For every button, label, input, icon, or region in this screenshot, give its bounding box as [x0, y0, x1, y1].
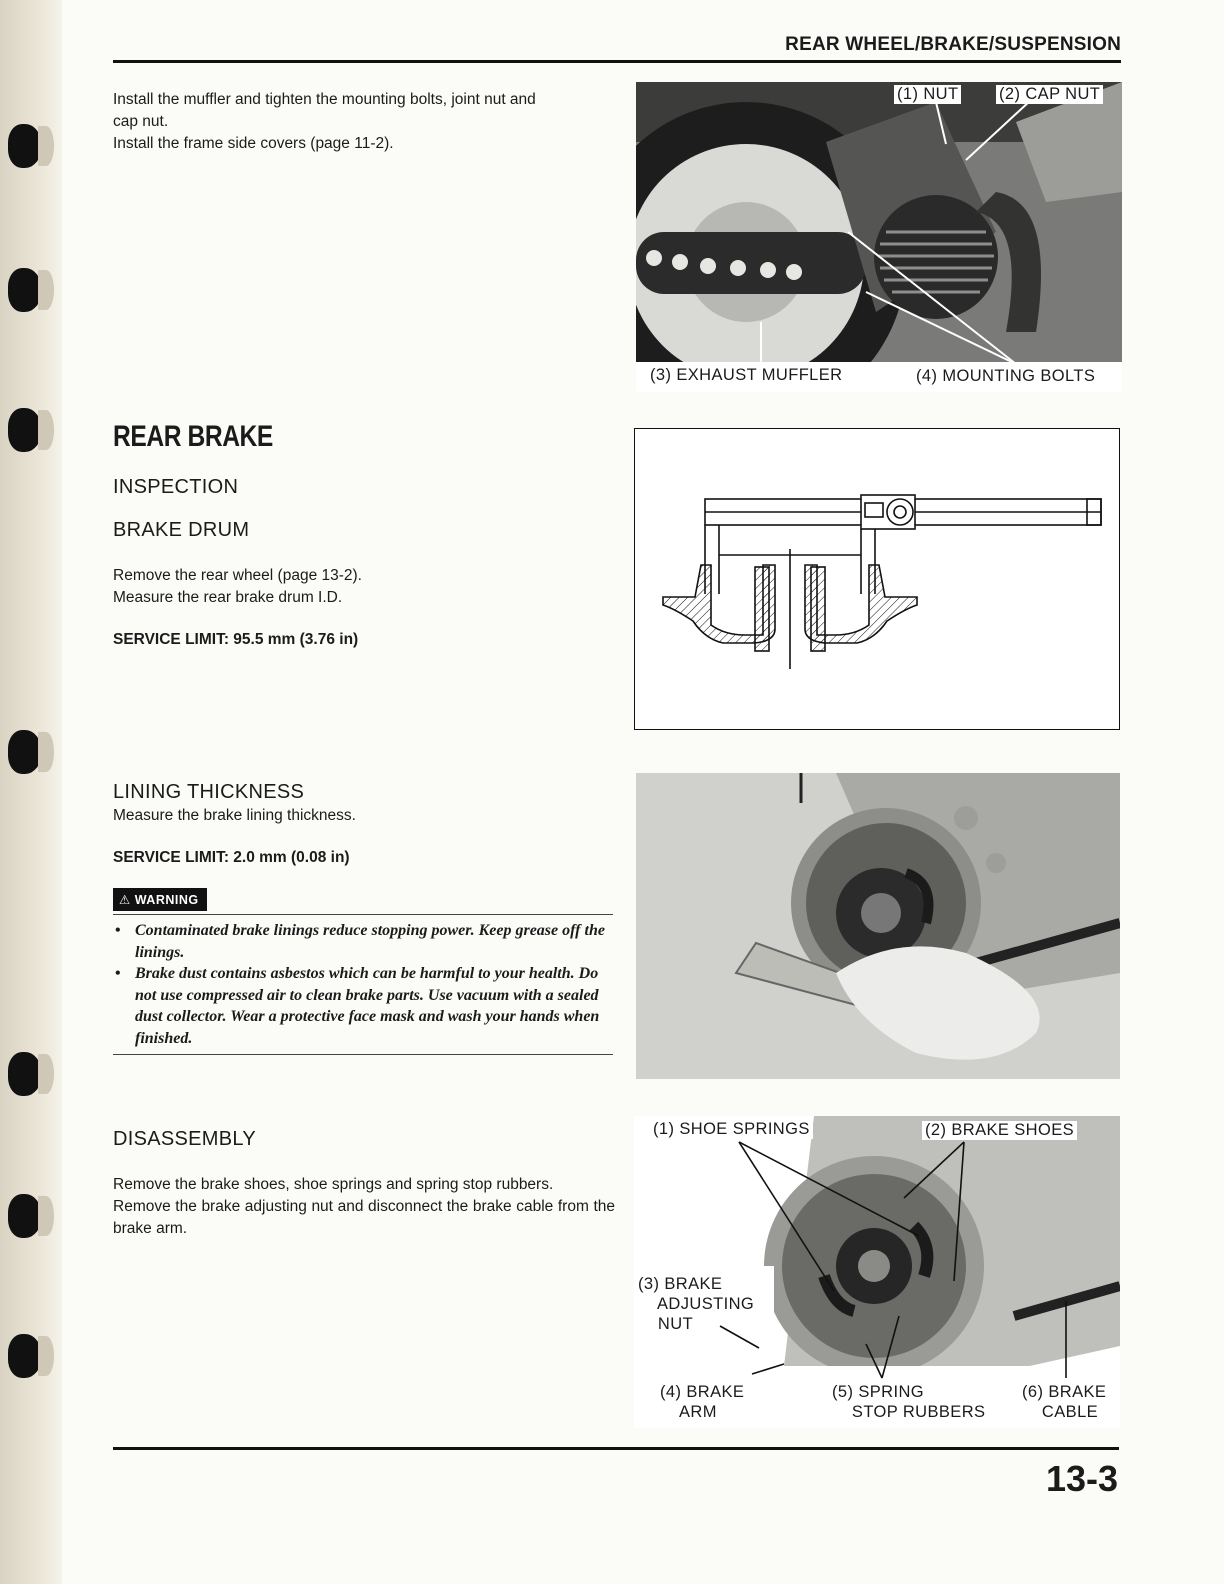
- callout-shoe-springs: (1) SHOE SPRINGS: [650, 1120, 813, 1139]
- callout-stop-rubbers: (5) SPRING STOP RUBBERS: [832, 1383, 986, 1421]
- warning-label: WARNING: [134, 893, 199, 907]
- caliper-diagram: [635, 429, 1119, 729]
- brake-drum-line: Measure the rear brake drum I.D.: [113, 589, 343, 606]
- brake-drum-diagram: [634, 428, 1120, 730]
- punch-hole: [8, 730, 42, 774]
- page-header: [113, 34, 1121, 63]
- warning-item: • Brake dust contains asbestos which can be harmful to your health. Do not use compressed air to clean brake parts. Use vacuum with a sealed dust collector. Wear a protective face mask and wash your hands when finished.: [113, 963, 613, 1049]
- callout-brake-shoes: (2) BRAKE SHOES: [922, 1121, 1077, 1140]
- punch-hole: [8, 1194, 42, 1238]
- punch-hole: [8, 408, 42, 452]
- callout-brake-arm: (4) BRAKE ARM: [660, 1383, 745, 1421]
- muffler-photo: [636, 82, 1122, 392]
- lining-thickness-heading: LINING THICKNESS: [113, 781, 305, 803]
- page-number: 13-3: [1045, 1458, 1118, 1499]
- punch-hole: [8, 1334, 42, 1378]
- section-header-title: REAR WHEEL/BRAKE/SUSPENSION: [785, 34, 1121, 55]
- warning-badge: [113, 888, 207, 911]
- callout-exhaust-muffler: (3) EXHAUST MUFFLER: [650, 366, 843, 384]
- intro-line: Install the muffler and tighten the mounting bolts, joint nut and: [113, 91, 536, 108]
- warning-block: [113, 888, 613, 1055]
- punch-hole: [8, 1052, 42, 1096]
- warning-icon: ⚠: [119, 893, 131, 907]
- disassembly-line: Remove the brake shoes, shoe springs and spring stop rubbers.: [113, 1176, 554, 1193]
- callout-nut: (1) NUT: [894, 85, 961, 104]
- lining-measurement-photo: [636, 773, 1120, 1079]
- inspection-heading: INSPECTION: [113, 476, 239, 498]
- punch-hole: [8, 124, 42, 168]
- lining-photo-illustration: [636, 773, 1120, 1079]
- callout-cap-nut: (2) CAP NUT: [996, 85, 1103, 104]
- callout-adjusting-nut: (3) BRAKE ADJUSTING NUT: [638, 1275, 755, 1333]
- brake-drum-heading: BRAKE DRUM: [113, 519, 250, 541]
- disassembly-text: [113, 1174, 615, 1240]
- brake-drum-line: Remove the rear wheel (page 13-2).: [113, 567, 362, 584]
- callout-mounting-bolts: (4) MOUNTING BOLTS: [916, 367, 1096, 385]
- brake-drum-text: [113, 565, 613, 609]
- disassembly-photo: [634, 1116, 1120, 1428]
- intro-line: cap nut.: [113, 113, 169, 130]
- callout-brake-cable: (6) BRAKE CABLE: [1022, 1383, 1107, 1421]
- punch-hole: [8, 268, 42, 312]
- section-title: REAR BRAKE: [113, 420, 273, 453]
- disassembly-heading: DISASSEMBLY: [113, 1128, 256, 1150]
- brake-drum-service-limit: SERVICE LIMIT: 95.5 mm (3.76 in): [113, 631, 359, 648]
- lining-thickness-text: Measure the brake lining thickness.: [113, 807, 356, 824]
- warning-list: [113, 920, 613, 1049]
- warning-body: [113, 914, 613, 1055]
- intro-text: [113, 89, 623, 155]
- muffler-photo-illustration: [636, 82, 1122, 392]
- lining-service-limit: SERVICE LIMIT: 2.0 mm (0.08 in): [113, 849, 350, 866]
- intro-line: Install the frame side covers (page 11-2).: [113, 135, 394, 152]
- warning-item: • Contaminated brake linings reduce stopping power. Keep grease off the linings.: [113, 920, 613, 963]
- footer-rule: [113, 1447, 1119, 1450]
- disassembly-line: Remove the brake adjusting nut and disconnect the brake cable from the brake arm.: [113, 1198, 615, 1237]
